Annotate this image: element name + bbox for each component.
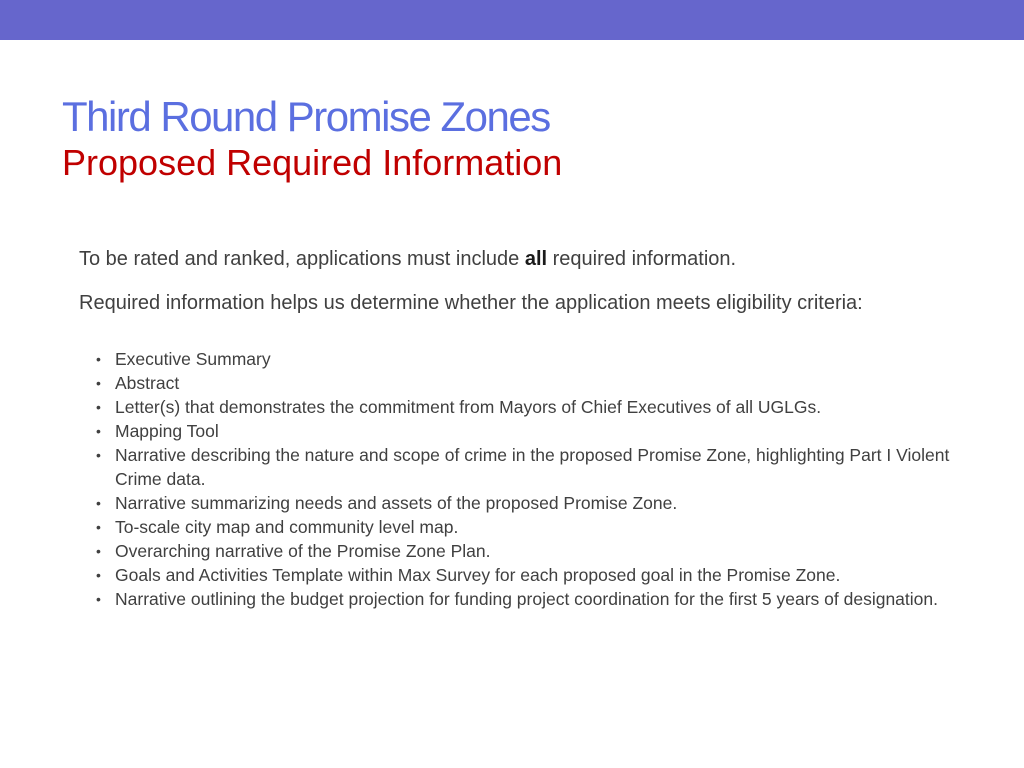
list-item-text: Executive Summary (115, 349, 271, 369)
list-item (96, 515, 976, 539)
bullet-icon: • (96, 543, 101, 559)
bullet-icon: • (96, 351, 101, 367)
list-item (96, 443, 976, 491)
list-item (96, 347, 976, 371)
intro-paragraph (79, 247, 736, 271)
intro-text-before: To be rated and ranked, applications must include (79, 248, 525, 270)
bullet-icon: • (96, 495, 101, 511)
bullet-icon: • (96, 591, 101, 607)
list-item-text: Goals and Activities Template within Max Survey for each proposed goal in the Promise Zone. (115, 565, 841, 585)
bullet-icon: • (96, 423, 101, 439)
list-item (96, 539, 976, 563)
list-item-text: Mapping Tool (115, 421, 219, 441)
list-item-text: Narrative outlining the budget projection for funding project coordination for the first 5 years of designation. (115, 589, 938, 609)
list-item (96, 587, 976, 611)
list-item-text: Narrative summarizing needs and assets of the proposed Promise Zone. (115, 493, 678, 513)
top-accent-bar (0, 0, 1024, 40)
list-item-text: To-scale city map and community level map. (115, 517, 459, 537)
lead-paragraph: Required information helps us determine whether the application meets eligibility criteria: (79, 292, 863, 314)
bullet-icon: • (96, 375, 101, 391)
list-item-text: Letter(s) that demonstrates the commitment from Mayors of Chief Executives of all UGLGs. (115, 397, 822, 417)
list-item-text: Abstract (115, 373, 180, 393)
list-item-text: Narrative describing the nature and scope of crime in the proposed Promise Zone, highlighting Part I Violent Crime data. (115, 445, 950, 489)
bullet-icon: • (96, 567, 101, 583)
slide-title: Third Round Promise Zones (62, 93, 550, 140)
list-item (96, 563, 976, 587)
title-block (62, 94, 562, 186)
list-item (96, 491, 976, 515)
list-item (96, 371, 976, 395)
slide-subtitle: Proposed Required Information (62, 142, 563, 183)
list-item-text: Overarching narrative of the Promise Zone Plan. (115, 541, 491, 561)
list-item (96, 419, 976, 443)
requirements-list (96, 347, 976, 611)
bullet-icon: • (96, 447, 101, 463)
intro-bold-word: all (524, 248, 548, 270)
bullet-icon: • (96, 519, 101, 535)
intro-text-after: required information. (547, 248, 737, 270)
list-item (96, 395, 976, 419)
bullet-icon: • (96, 399, 101, 415)
